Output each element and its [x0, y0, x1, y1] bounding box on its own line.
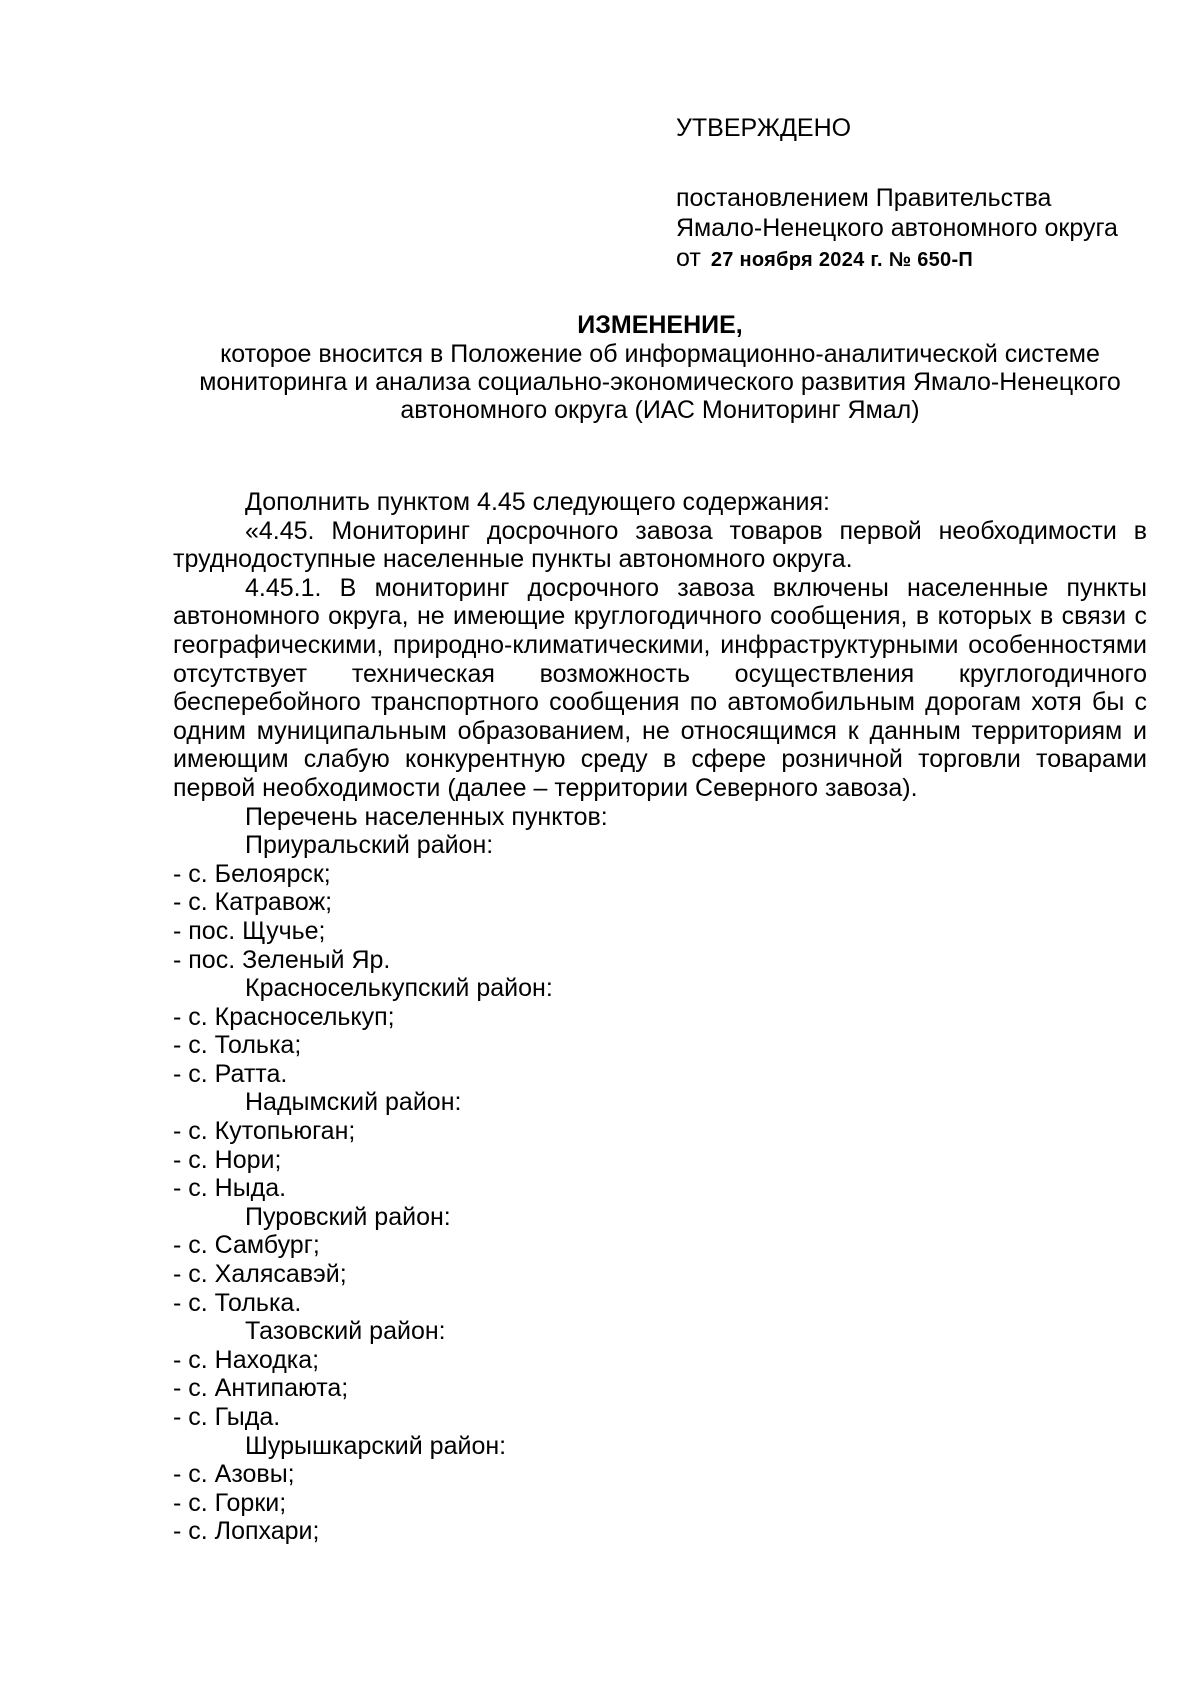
document-heading: [160, 311, 1160, 424]
settlement-list: [173, 831, 1147, 1546]
settlement-item: - с. Красноселькуп;: [173, 1002, 395, 1031]
settlement-item: - с. Горки;: [173, 1488, 287, 1517]
settlement-item: - с. Ныда.: [173, 1174, 287, 1203]
heading-line-1: которое вносится в Положение об информационно-аналитической системе: [220, 340, 1100, 368]
district-heading: Надымский район:: [245, 1088, 462, 1117]
settlement-item: - с. Гыда.: [173, 1403, 281, 1431]
district-heading: Приуральский район:: [245, 831, 494, 860]
approval-stamp: УТВЕРЖДЕНО: [676, 114, 852, 142]
document-title: ИЗМЕНЕНИЕ,: [577, 311, 743, 339]
settlement-item: - с. Катравож;: [173, 888, 333, 917]
paragraph-4-45-1: 4.45.1. В мониторинг досрочного завоза включены населенные пункты автономного округа, не имеющие круглогодичного сообщения, в которых в связи с географическими, природно-климатическими, инфраструктурными особенностями отсутствует техническая возможность осуществления круглогодичного бесперебойного транспортного сообщения по автомобильным дорогам хотя бы с одним муниципальным образованием, не относящимся к данным территориям и имеющим слабую конкурентную среду в сфере розничной торговли товарами первой необходимости (далее – территории Северного завоза).: [173, 573, 1147, 802]
settlement-item: - с. Белоярск;: [173, 859, 331, 888]
intro-paragraph: Дополнить пунктом 4.45 следующего содержания:: [245, 488, 830, 516]
approval-block: [676, 113, 1176, 275]
approval-line-1: постановлением Правительства: [676, 184, 1052, 212]
settlement-item: - с. Ратта.: [173, 1059, 288, 1088]
district-heading: Шурышкарский район:: [245, 1431, 507, 1460]
settlement-item: - с. Халясавэй;: [173, 1260, 347, 1289]
approval-date-number: 27 ноября 2024 г. № 650-П: [710, 249, 974, 271]
document-body: [173, 488, 1147, 1546]
settlement-item: - с. Кутопьюган;: [173, 1117, 356, 1146]
settlement-item: - с. Толька.: [173, 1288, 302, 1317]
settlement-item: - пос. Зеленый Яр.: [173, 945, 391, 974]
settlement-item: - с. Находка;: [173, 1345, 320, 1374]
heading-line-3: автономного округа (ИАС Мониторинг Ямал): [400, 396, 920, 424]
settlement-item: - с. Антипаюта;: [173, 1374, 349, 1403]
heading-line-2: мониторинга и анализа социально-экономического развития Ямало-Ненецкого: [199, 368, 1121, 396]
settlement-item: - с. Азовы;: [173, 1460, 295, 1489]
approval-date-prefix: от: [676, 244, 701, 272]
district-heading: Красноселькупский район:: [245, 974, 553, 1003]
district-heading: Пуровский район:: [245, 1202, 451, 1231]
paragraph-4-45: «4.45. Мониторинг досрочного завоза товаров первой необходимости в труднодоступные населенные пункты автономного округа.: [173, 516, 1147, 574]
approval-date-line: [676, 243, 1176, 275]
district-heading: Тазовский район:: [245, 1317, 446, 1346]
approval-line-2: Ямало-Ненецкого автономного округа: [676, 214, 1118, 242]
settlement-item: - пос. Щучье;: [173, 916, 326, 945]
settlement-item: - с. Нори;: [173, 1145, 282, 1174]
list-title: Перечень населенных пунктов:: [245, 802, 608, 831]
settlement-item: - с. Толька;: [173, 1031, 302, 1060]
settlement-item: - с. Самбург;: [173, 1231, 320, 1260]
settlement-item: - с. Лопхари;: [173, 1517, 320, 1546]
